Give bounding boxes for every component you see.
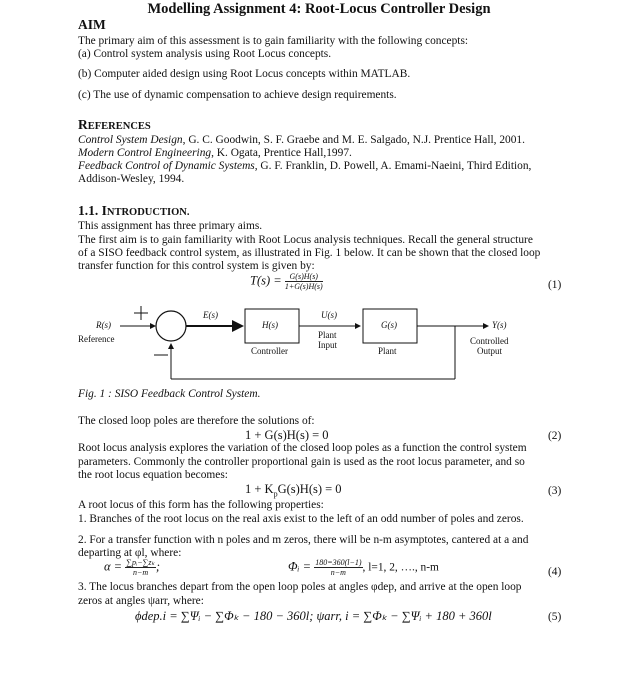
intro-line: of a SISO feedback control system, as illustrated in Fig. 1 below. It can be shown that the closed loop (78, 247, 541, 259)
property-1: 1. Branches of the root locus on the real axis exist to the left of an odd number of poles and zeros. (78, 513, 524, 525)
phi-denominator: n−m (330, 568, 346, 577)
label-output: Output (477, 346, 503, 356)
phi-numerator: 180=360(l−1) (315, 558, 362, 567)
equation-number-5: (5) (548, 611, 562, 623)
heading-rest: NTRODUCTION. (106, 207, 190, 218)
equation-number-3: (3) (548, 485, 562, 497)
equation-number-1: (1) (548, 279, 562, 291)
eq1-fraction (285, 272, 323, 291)
label-plant-input-1: Plant (318, 330, 337, 340)
rl-line: Root locus analysis explores the variation of the closed loop poles as a function the control system (78, 442, 527, 454)
aim-item-b: (b) Computer aided design using Root Locus concepts within MATLAB. (78, 68, 411, 80)
eq1-denominator: 1+G(s)H(s) (284, 282, 323, 291)
equation-3 (245, 482, 342, 499)
equation-2: 1 + G(s)H(s) = 0 (245, 428, 329, 442)
reference-details: , G. F. Franklin, D. Powell, A. Emami-Naeini, Third Edition, (254, 160, 532, 172)
siso-block-diagram (78, 300, 558, 382)
eq3-sub: p (273, 489, 278, 499)
reference-item (78, 160, 531, 173)
alpha-numerator: ∑pᵢ−∑zₖ (126, 558, 155, 567)
phi-fraction (314, 558, 362, 577)
eq1-lhs: T(s) = (250, 273, 282, 288)
references-heading (78, 118, 151, 133)
aim-item-c: (c) The use of dynamic compensation to achieve design requirements. (78, 89, 397, 101)
block-h: H(s) (262, 320, 278, 330)
reference-item (78, 134, 525, 147)
aim-intro: The primary aim of this assessment is to gain familiarity with the following concepts: (78, 35, 469, 47)
heading-rest: EFERENCES (87, 121, 151, 132)
document-title: Modelling Assignment 4: Root-Locus Controller Design (147, 1, 491, 17)
eq1-numerator: G(s)H(s) (285, 272, 323, 282)
intro-line: The first aim is to gain familiarity with Root Locus analysis techniques. Recall the general structure (78, 234, 533, 246)
figure-caption: Fig. 1 : SISO Feedback Control System. (78, 388, 261, 400)
poles-intro: The closed loop poles are therefore the solutions of: (78, 415, 315, 427)
intro-line: transfer function for this control system is given by: (78, 260, 315, 272)
property-2-line-2: departing at φl, where: (78, 547, 182, 559)
reference-title: Modern Control Engineering (78, 147, 212, 159)
label-plant: Plant (378, 346, 397, 356)
label-controller: Controller (251, 346, 288, 356)
block-g: G(s) (381, 320, 397, 330)
equation-number-2: (2) (548, 430, 562, 442)
phi-lhs: Φᵢ = (288, 559, 312, 574)
eq3-pre: 1 + K (245, 482, 274, 496)
alpha-denominator: n−m (132, 568, 149, 577)
property-3-line-1: 3. The locus branches depart from the open loop poles at angles φdep, and arrive at the open loop (78, 581, 522, 593)
aim-heading: AIM (78, 17, 106, 32)
alpha-lhs: α = (104, 559, 123, 574)
rl-line: the root locus equation becomes: (78, 469, 228, 481)
equation-4-alpha (104, 558, 160, 577)
eq3-post: G(s)H(s) = 0 (277, 482, 342, 496)
reference-item (78, 147, 352, 160)
heading-number: 1.1. I (78, 203, 107, 218)
label-plant-input-2: Input (318, 340, 337, 350)
signal-y: Y(s) (492, 320, 507, 330)
signal-r: R(s) (96, 320, 111, 330)
intro-line: This assignment has three primary aims. (78, 220, 263, 232)
property-2-line-1: 2. For a transfer function with n poles and m zeros, there will be n-m asymptotes, cantered at a and (78, 534, 529, 546)
reference-title: Feedback Control of Dynamic Systems (78, 160, 255, 172)
label-controlled: Controlled (470, 336, 509, 346)
signal-e: E(s) (203, 310, 218, 320)
equation-number-4: (4) (548, 566, 562, 578)
properties-intro: A root locus of this form has the following properties: (78, 499, 324, 511)
equation-4-phi (288, 558, 439, 577)
reference-details: , G. C. Goodwin, S. F. Graebe and M. E. Salgado, N.J. Prentice Hall, 2001. (182, 134, 525, 146)
introduction-heading (78, 204, 189, 219)
alpha-tail: ; (155, 559, 161, 574)
reference-title: Control System Design (78, 134, 183, 146)
rl-line: parameters. Commonly the controller proportional gain is used as the root locus parameter, and so (78, 456, 525, 468)
label-reference: Reference (78, 334, 115, 344)
phi-tail: , l=1, 2, …., n-m (362, 561, 439, 574)
equation-5: ϕdep.i = ∑Ψᵢ − ∑Φₖ − 180 − 360l; ψarr, i = ∑Φₖ − ∑Ψᵢ + 180 + 360l (135, 609, 492, 623)
heading-initial: R (78, 117, 88, 132)
aim-item-a: (a) Control system analysis using Root Locus concepts. (78, 48, 332, 60)
signal-u: U(s) (321, 310, 337, 320)
reference-continuation: Addison-Wesley, 1994. (78, 173, 185, 185)
equation-1 (250, 272, 323, 291)
property-3-line-2: zeros at angles ψarr, where: (78, 595, 204, 607)
alpha-fraction (125, 558, 156, 577)
reference-details: , K. Ogata, Prentice Hall,1997. (211, 147, 352, 159)
